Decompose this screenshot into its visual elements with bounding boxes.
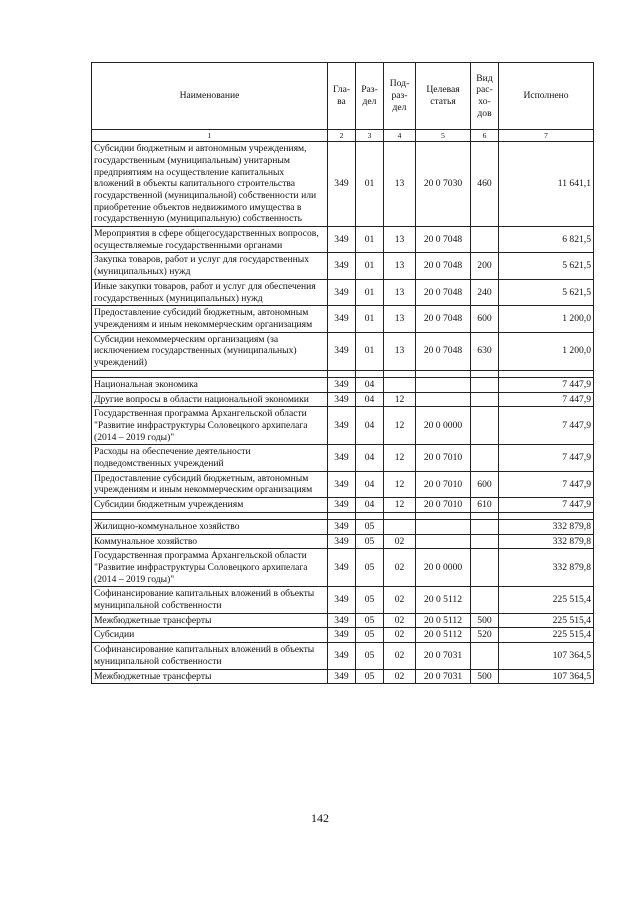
- spacer-row: [92, 512, 594, 519]
- cell-glava: 349: [328, 445, 356, 471]
- header-name: Наименование: [92, 63, 328, 130]
- cell-amount: 332 879,8: [499, 519, 594, 534]
- table-row: [92, 407, 594, 445]
- cell-glava: 349: [328, 534, 356, 549]
- cell-name: Межбюджетные трансферты: [92, 613, 328, 628]
- spacer-cell: [356, 512, 384, 519]
- cell-razdel: 05: [356, 534, 384, 549]
- column-number: 5: [416, 130, 471, 142]
- cell-razdel: 04: [356, 471, 384, 497]
- cell-podrazdel: 02: [384, 669, 416, 684]
- cell-vid: [471, 392, 499, 407]
- cell-razdel: 01: [356, 253, 384, 279]
- cell-name: Расходы на обеспечение деятельности подведомственных учреждений: [92, 445, 328, 471]
- cell-name: Предоставление субсидий бюджетным, автономным учреждениям и иным некоммерческим организациям: [92, 471, 328, 497]
- table-row: [92, 587, 594, 613]
- cell-razdel: 05: [356, 613, 384, 628]
- cell-razdel: 04: [356, 407, 384, 445]
- table-row: [92, 669, 594, 684]
- cell-vid: [471, 549, 499, 587]
- cell-vid: 240: [471, 279, 499, 305]
- cell-vid: [471, 643, 499, 669]
- spacer-cell: [499, 370, 594, 377]
- header-target: Целевая статья: [416, 63, 471, 130]
- cell-name: Мероприятия в сфере общегосударственных вопросов, осуществляемые государственными органами: [92, 227, 328, 253]
- budget-table: [91, 62, 594, 684]
- spacer-cell: [384, 370, 416, 377]
- cell-razdel: 05: [356, 587, 384, 613]
- cell-amount: 7 447,9: [499, 445, 594, 471]
- cell-name: Субсидии: [92, 628, 328, 643]
- cell-podrazdel: [384, 519, 416, 534]
- cell-glava: 349: [328, 587, 356, 613]
- cell-podrazdel: 13: [384, 253, 416, 279]
- cell-target: 20 0 7048: [416, 227, 471, 253]
- table-body: [92, 142, 594, 684]
- cell-glava: 349: [328, 613, 356, 628]
- column-number: 2: [328, 130, 356, 142]
- cell-vid: 520: [471, 628, 499, 643]
- cell-name: Национальная экономика: [92, 377, 328, 392]
- table-row: [92, 613, 594, 628]
- cell-vid: [471, 227, 499, 253]
- cell-podrazdel: 02: [384, 587, 416, 613]
- table-row: [92, 643, 594, 669]
- cell-target: [416, 377, 471, 392]
- cell-podrazdel: 12: [384, 445, 416, 471]
- cell-name: Другие вопросы в области национальной экономики: [92, 392, 328, 407]
- cell-target: 20 0 7031: [416, 669, 471, 684]
- cell-target: 20 0 7048: [416, 306, 471, 332]
- cell-razdel: 05: [356, 669, 384, 684]
- cell-amount: 225 515,4: [499, 613, 594, 628]
- cell-glava: 349: [328, 628, 356, 643]
- cell-podrazdel: 02: [384, 534, 416, 549]
- table-row: [92, 628, 594, 643]
- cell-target: 20 0 7048: [416, 253, 471, 279]
- spacer-cell: [499, 512, 594, 519]
- cell-vid: 500: [471, 613, 499, 628]
- cell-amount: 1 200,0: [499, 306, 594, 332]
- cell-podrazdel: 12: [384, 407, 416, 445]
- table-row: [92, 498, 594, 513]
- cell-name: Софинансирование капитальных вложений в объекты муниципальной собственности: [92, 643, 328, 669]
- spacer-cell: [471, 370, 499, 377]
- table-row: [92, 534, 594, 549]
- cell-vid: [471, 587, 499, 613]
- cell-vid: 630: [471, 332, 499, 370]
- cell-razdel: 01: [356, 332, 384, 370]
- cell-glava: 349: [328, 519, 356, 534]
- cell-glava: 349: [328, 669, 356, 684]
- spacer-cell: [92, 512, 328, 519]
- column-number: 3: [356, 130, 384, 142]
- cell-podrazdel: 12: [384, 471, 416, 497]
- header-glava: Гла-ва: [328, 63, 356, 130]
- cell-glava: 349: [328, 643, 356, 669]
- cell-amount: 7 447,9: [499, 498, 594, 513]
- table-row: [92, 471, 594, 497]
- cell-target: 20 0 7030: [416, 142, 471, 227]
- cell-target: [416, 519, 471, 534]
- cell-target: 20 0 5112: [416, 628, 471, 643]
- column-number: 4: [384, 130, 416, 142]
- cell-amount: 1 200,0: [499, 332, 594, 370]
- cell-podrazdel: 02: [384, 643, 416, 669]
- cell-name: Субсидии бюджетным учреждениям: [92, 498, 328, 513]
- header-done: Исполнено: [499, 63, 594, 130]
- cell-razdel: 05: [356, 643, 384, 669]
- cell-podrazdel: 12: [384, 498, 416, 513]
- column-number: 7: [499, 130, 594, 142]
- cell-podrazdel: 12: [384, 392, 416, 407]
- column-number: 6: [471, 130, 499, 142]
- cell-razdel: 04: [356, 498, 384, 513]
- table-row: [92, 227, 594, 253]
- cell-amount: 6 821,5: [499, 227, 594, 253]
- cell-podrazdel: 13: [384, 332, 416, 370]
- cell-amount: 225 515,4: [499, 587, 594, 613]
- cell-amount: 332 879,8: [499, 534, 594, 549]
- cell-target: 20 0 7010: [416, 445, 471, 471]
- cell-amount: 7 447,9: [499, 392, 594, 407]
- cell-glava: 349: [328, 377, 356, 392]
- cell-name: Государственная программа Архангельской области "Развитие инфраструктуры Соловецкого архипелага (2014 – 2019 годы)": [92, 407, 328, 445]
- table-row: [92, 549, 594, 587]
- cell-podrazdel: 13: [384, 279, 416, 305]
- cell-vid: 610: [471, 498, 499, 513]
- header-podrazdel: Под-раз-дел: [384, 63, 416, 130]
- cell-razdel: 01: [356, 142, 384, 227]
- table-row: [92, 392, 594, 407]
- cell-name: Предоставление субсидий бюджетным, автономным учреждениям и иным некоммерческим организациям: [92, 306, 328, 332]
- spacer-cell: [92, 370, 328, 377]
- cell-glava: 349: [328, 471, 356, 497]
- cell-vid: [471, 519, 499, 534]
- table-row: [92, 445, 594, 471]
- spacer-cell: [328, 370, 356, 377]
- cell-target: 20 0 7010: [416, 498, 471, 513]
- cell-glava: 349: [328, 498, 356, 513]
- cell-podrazdel: 02: [384, 628, 416, 643]
- spacer-cell: [384, 512, 416, 519]
- cell-razdel: 05: [356, 549, 384, 587]
- cell-amount: 5 621,5: [499, 279, 594, 305]
- column-number-row: [92, 130, 594, 142]
- spacer-row: [92, 370, 594, 377]
- cell-name: Иные закупки товаров, работ и услуг для обеспечения государственных (муниципальных) нужд: [92, 279, 328, 305]
- cell-vid: 200: [471, 253, 499, 279]
- cell-amount: 7 447,9: [499, 471, 594, 497]
- cell-vid: [471, 445, 499, 471]
- cell-target: [416, 392, 471, 407]
- cell-razdel: 01: [356, 279, 384, 305]
- page-number: 142: [311, 811, 329, 825]
- spacer-cell: [416, 370, 471, 377]
- cell-podrazdel: 13: [384, 227, 416, 253]
- cell-glava: 349: [328, 407, 356, 445]
- cell-name: Закупка товаров, работ и услуг для государственных (муниципальных) нужд: [92, 253, 328, 279]
- cell-name: Коммунальное хозяйство: [92, 534, 328, 549]
- cell-name: Межбюджетные трансферты: [92, 669, 328, 684]
- cell-amount: 5 621,5: [499, 253, 594, 279]
- cell-podrazdel: 02: [384, 613, 416, 628]
- cell-razdel: 04: [356, 377, 384, 392]
- cell-vid: 600: [471, 471, 499, 497]
- cell-glava: 349: [328, 279, 356, 305]
- cell-amount: 7 447,9: [499, 407, 594, 445]
- spacer-cell: [471, 512, 499, 519]
- spacer-cell: [328, 512, 356, 519]
- cell-vid: [471, 407, 499, 445]
- table-row: [92, 142, 594, 227]
- cell-amount: 107 364,5: [499, 669, 594, 684]
- cell-amount: 107 364,5: [499, 643, 594, 669]
- cell-name: Жилищно-коммунальное хозяйство: [92, 519, 328, 534]
- cell-glava: 349: [328, 142, 356, 227]
- cell-amount: 11 641,1: [499, 142, 594, 227]
- cell-razdel: 01: [356, 227, 384, 253]
- cell-target: 20 0 7010: [416, 471, 471, 497]
- cell-razdel: 05: [356, 519, 384, 534]
- column-number: 1: [92, 130, 328, 142]
- cell-razdel: 01: [356, 306, 384, 332]
- cell-podrazdel: 13: [384, 306, 416, 332]
- cell-vid: [471, 534, 499, 549]
- table-row: [92, 253, 594, 279]
- cell-vid: [471, 377, 499, 392]
- cell-target: 20 0 7031: [416, 643, 471, 669]
- cell-glava: 349: [328, 332, 356, 370]
- cell-name: Субсидии бюджетным и автономным учреждениям, государственным (муниципальным) унитарным предприятиям на осуществление капитальных вложений в объекты капитального строительства государственной (муниципальной) собственности или приобретение объектов недвижимого имущества в государственную (муниципальную) собственность: [92, 142, 328, 227]
- cell-vid: 500: [471, 669, 499, 684]
- cell-amount: 332 879,8: [499, 549, 594, 587]
- cell-target: 20 0 7048: [416, 332, 471, 370]
- cell-vid: 600: [471, 306, 499, 332]
- cell-target: 20 0 5112: [416, 587, 471, 613]
- spacer-cell: [356, 370, 384, 377]
- cell-razdel: 05: [356, 628, 384, 643]
- cell-name: Софинансирование капитальных вложений в объекты муниципальной собственности: [92, 587, 328, 613]
- cell-target: 20 0 5112: [416, 613, 471, 628]
- cell-glava: 349: [328, 306, 356, 332]
- table-row: [92, 306, 594, 332]
- cell-glava: 349: [328, 392, 356, 407]
- header-vid: Вид рас-хо-дов: [471, 63, 499, 130]
- cell-target: [416, 534, 471, 549]
- cell-amount: 7 447,9: [499, 377, 594, 392]
- cell-podrazdel: 13: [384, 142, 416, 227]
- header-row: [92, 63, 594, 130]
- table-row: [92, 519, 594, 534]
- cell-name: Субсидии некоммерческим организациям (за исключением государственных (муниципальных) учреждений): [92, 332, 328, 370]
- cell-vid: 460: [471, 142, 499, 227]
- table-row: [92, 279, 594, 305]
- cell-glava: 349: [328, 227, 356, 253]
- cell-glava: 349: [328, 253, 356, 279]
- cell-razdel: 04: [356, 392, 384, 407]
- table-row: [92, 377, 594, 392]
- cell-target: 20 0 7048: [416, 279, 471, 305]
- spacer-cell: [416, 512, 471, 519]
- cell-name: Государственная программа Архангельской области "Развитие инфраструктуры Соловецкого архипелага (2014 – 2019 годы)": [92, 549, 328, 587]
- cell-glava: 349: [328, 549, 356, 587]
- cell-target: 20 0 0000: [416, 549, 471, 587]
- header-razdel: Раз-дел: [356, 63, 384, 130]
- cell-razdel: 04: [356, 445, 384, 471]
- cell-amount: 225 515,4: [499, 628, 594, 643]
- cell-target: 20 0 0000: [416, 407, 471, 445]
- cell-podrazdel: [384, 377, 416, 392]
- table-row: [92, 332, 594, 370]
- cell-podrazdel: 02: [384, 549, 416, 587]
